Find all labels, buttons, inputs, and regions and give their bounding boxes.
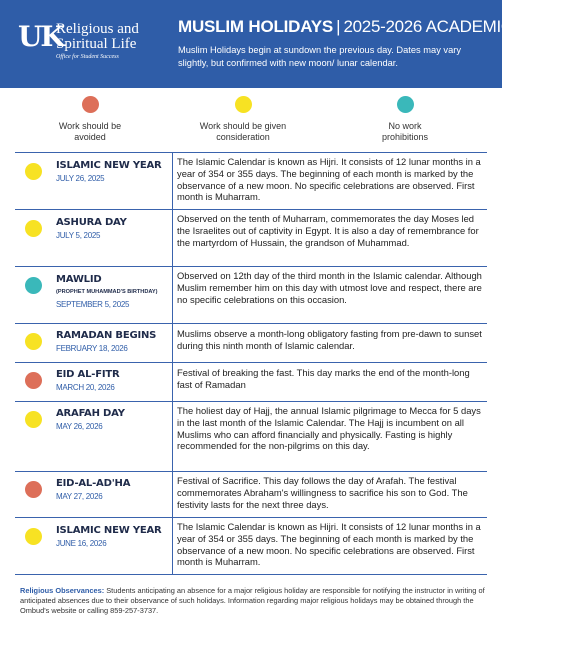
holiday-date: JULY 26, 2025 xyxy=(56,174,105,183)
holiday-name-cell xyxy=(15,472,173,517)
holiday-date: JULY 5, 2025 xyxy=(56,231,101,240)
holiday-name-cell xyxy=(15,518,173,574)
holiday-name: ISLAMIC NEW YEAR xyxy=(56,160,162,171)
holiday-date: MAY 26, 2026 xyxy=(56,422,103,431)
religious-observances-note xyxy=(20,586,485,616)
holiday-name: EID AL-FITR xyxy=(56,369,120,380)
holiday-name-cell xyxy=(15,402,173,471)
holiday-name: ISLAMIC NEW YEAR xyxy=(56,525,162,536)
legend-dot-red xyxy=(82,96,99,113)
title-main: MUSLIM HOLIDAYS xyxy=(178,17,334,36)
status-dot xyxy=(25,372,42,389)
status-dot xyxy=(25,333,42,350)
page-subtitle: Muslim Holidays begin at sundown the previous day. Dates may vary slightly, but confirmed with new moon/ lunar calendar. xyxy=(178,45,461,68)
holiday-name-cell xyxy=(15,267,173,323)
title-year: 2025-2026 ACADEMIC YEAR xyxy=(343,17,562,36)
holiday-name: ASHURA DAY xyxy=(56,217,127,228)
holiday-description: Observed on 12th day of the third month in the Islamic calendar. Although Muslim remember him on this day with utmost love and respect, there are no specific celebrations on this occasion. xyxy=(177,270,482,305)
holiday-name: RAMADAN BEGINS xyxy=(56,330,157,341)
holiday-description: Muslims observe a month-long obligatory fasting from pre-dawn to sunset during this ninth month of Islamic calendar. xyxy=(177,328,482,351)
logo-line-3: Office for Student Success xyxy=(56,54,119,60)
status-dot xyxy=(25,528,42,545)
holiday-description: The Islamic Calendar is known as Hijri. It consists of 12 lunar months in a year of 354 or 355 days. The beginning of each month is marked by the observance of a new moon. No specific celebrations are observed. First month is Muharram. xyxy=(177,521,481,568)
status-dot xyxy=(25,220,42,237)
holiday-row xyxy=(15,363,487,402)
footer-text: Students anticipating an absence for a major religious holiday are responsible for notifying the instructor in writing of anticipated absences due to their observance of such holidays. Information regarding major religious holidays may be obtained through the Ombud's website or calling 859-257-3737. xyxy=(20,586,485,615)
footer-label: Religious Observances: xyxy=(20,586,105,595)
logo-line-1: Religious and xyxy=(56,21,139,37)
status-dot xyxy=(25,163,42,180)
page-title xyxy=(178,17,562,37)
status-dot xyxy=(25,411,42,428)
header-banner xyxy=(0,0,562,88)
holiday-row xyxy=(15,472,487,518)
logo-line-2: Spiritual Life xyxy=(56,36,137,52)
holiday-name: MAWLID xyxy=(56,274,102,285)
holiday-table xyxy=(15,152,487,575)
status-dot xyxy=(25,481,42,498)
holiday-name: ARAFAH DAY xyxy=(56,408,125,419)
legend-dot-yellow xyxy=(235,96,252,113)
holiday-date: MARCH 20, 2026 xyxy=(56,383,115,392)
holiday-description: Festival of breaking the fast. This day marks the end of the month-long fast of Ramadan xyxy=(177,367,470,390)
holiday-name-cell xyxy=(15,324,173,362)
legend-item-consideration xyxy=(173,96,313,143)
holiday-row xyxy=(15,518,487,575)
legend-label: No work prohibitions xyxy=(381,121,429,142)
holiday-description: The holiest day of Hajj, the annual Islamic pilgrimage to Mecca for 5 days in the last month of the Islamic Calendar. The Hajj is incumbent on all Muslims who can afford financially and physically. Fasting is highly recommended for the non-pilgrims on this day. xyxy=(177,405,481,452)
legend-dot-teal xyxy=(397,96,414,113)
status-dot xyxy=(25,277,42,294)
holiday-name-cell xyxy=(15,210,173,266)
holiday-row xyxy=(15,210,487,267)
holiday-description: Festival of Sacrifice. This day follows the day of Arafah. The festival commemorates Abraham's willingness to sacrifice his son to God. The festivity lasts for the next three days. xyxy=(177,475,468,510)
holiday-row xyxy=(15,324,487,363)
holiday-row xyxy=(15,153,487,210)
uk-logo xyxy=(18,20,168,70)
holiday-date: SEPTEMBER 5, 2025 xyxy=(56,300,130,309)
holiday-description: Observed on the tenth of Muharram, commemorates the day Moses led the Israelites out of captivity in Egypt. It is also a day of remembrance for the martyrdom of Hussain, the grandson of Muhammad. xyxy=(177,213,479,248)
legend-item-avoid xyxy=(20,96,160,143)
holiday-note: (PROPHET MUHAMMAD'S BIRTHDAY) xyxy=(56,289,158,295)
holiday-date: FEBRUARY 18, 2026 xyxy=(56,344,128,353)
holiday-row xyxy=(15,267,487,324)
uk-logo-mark: UK xyxy=(18,20,63,53)
holiday-date: MAY 27, 2026 xyxy=(56,492,103,501)
holiday-name-cell xyxy=(15,363,173,401)
holiday-name: EID-AL-AD'HA xyxy=(56,478,131,489)
legend-label: Work should be avoided xyxy=(58,121,122,142)
legend xyxy=(0,88,502,150)
holiday-date: JUNE 16, 2026 xyxy=(56,539,107,548)
holiday-name-cell xyxy=(15,153,173,209)
holiday-row xyxy=(15,402,487,472)
legend-label: Work should be given consideration xyxy=(199,121,287,142)
legend-item-no-prohibitions xyxy=(335,96,475,143)
title-separator: | xyxy=(336,17,341,36)
holiday-description: The Islamic Calendar is known as Hijri. It consists of 12 lunar months in a year of 354 or 355 days. The beginning of each month is marked by the observance of a new moon. No specific celebrations are observed. First month is Muharram. xyxy=(177,156,481,203)
